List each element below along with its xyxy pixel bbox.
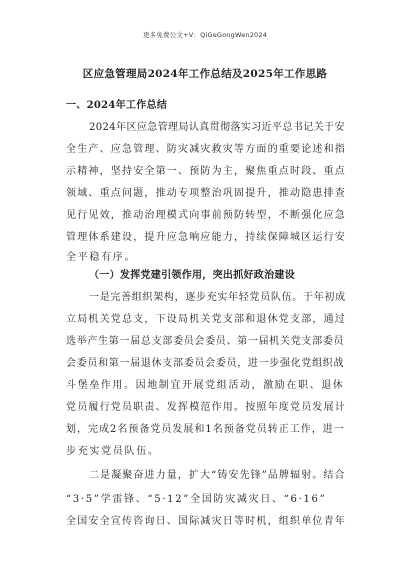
paragraph-line: 全生产、应急管理、防灾减灾救灾等方面的重要论述和指 [66,144,346,155]
document-title: 区应急管理局2024年工作总结及2025年工作思路 [82,68,328,80]
paragraph-line: 领域、重点问题，推动专项整治巩固提升，推动隐患排查 [66,188,346,199]
paragraph-line: 斗堡垒作用。因地制宜开展党组活动，激励在职、退休 [66,380,345,391]
section-heading: 一、2024年工作总结 [66,100,168,111]
paragraph-line: 会委员和第一届退休支部委员会委员，进一步强化党组织战 [66,358,345,369]
paragraph-line: “3·5”学雷锋、“5·12”全国防灾减灾日、“6·16” [66,494,327,505]
paragraph-line: 划，完成2名预备党员发展和1名预备党员转正工作，进一 [66,424,345,435]
paragraph-line: 示精神，坚持安全第一、预防为主，聚焦重点时段、重点 [66,166,346,177]
paragraph-line: 全平稳有序。 [66,252,137,263]
paragraph-line: 选举产生第一届总支部委员会委员、第一届机关党支部委员 [66,336,345,347]
header-note: 更多免费公文+V：QiGeGongWen2024 [142,31,268,39]
paragraph-line: 一是完善组织架构，逐步充实年轻党员队伍。于年初成 [89,292,346,303]
paragraph-line: 见行见效，推动治理模式向事前预防转型，不断强化应急 [66,210,346,221]
paragraph-line: 全国安全宣传咨询日、国际减灾日等时机，组织单位青年 [66,516,346,527]
subsection-heading: （一）发挥党建引领作用，突出抓好政治建设 [89,270,295,281]
paragraph-line: 2024年区应急管理局认真贯彻落实习近平总书记关于安 [89,122,345,133]
paragraph-line: 党员履行党员职责、发挥模范作用。按照年度党员发展计 [66,402,346,413]
paragraph-line: 二是凝聚奋进力量，扩大“铸安先锋”品牌辐射。结合 [89,470,346,481]
paragraph-line: 步充实党员队伍。 [66,446,160,457]
paragraph-line: 立局机关党总支，下设局机关党支部和退休党支部，通过 [66,314,346,325]
paragraph-line: 管理体系建设，提升应急响应能力，持续保障城区运行安 [66,232,346,243]
